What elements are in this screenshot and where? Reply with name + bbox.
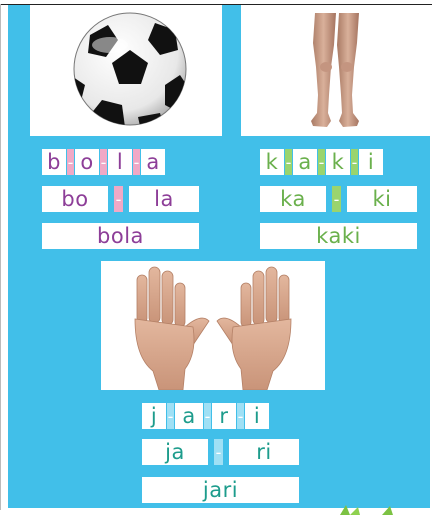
separator: - — [114, 186, 123, 212]
separator: - — [318, 149, 325, 175]
syllable-tile: ja — [142, 439, 208, 465]
letter-tile: k — [260, 149, 284, 175]
separator: - — [285, 149, 292, 175]
soccer-ball-icon — [30, 5, 222, 136]
syllable-tile: ri — [229, 439, 299, 465]
letter-tile: a — [293, 149, 317, 175]
separator: - — [67, 149, 74, 175]
syllable-tile: bo — [42, 186, 108, 212]
separator: - — [237, 403, 244, 429]
letter-tile: l — [108, 149, 132, 175]
bola-word-tile: bola — [42, 223, 199, 249]
separator: - — [214, 439, 223, 465]
letter-tile: k — [326, 149, 350, 175]
hands-icon — [101, 261, 325, 390]
separator: - — [167, 403, 174, 429]
separator: - — [204, 403, 211, 429]
letter-tile: a — [175, 403, 203, 429]
letter-tile: r — [212, 403, 236, 429]
bola-image — [30, 5, 222, 136]
kaki-image — [241, 5, 430, 136]
syllable-tile: ki — [347, 186, 417, 212]
syllable-tile: ka — [260, 186, 326, 212]
letter-tile: a — [141, 149, 165, 175]
separator: - — [351, 149, 358, 175]
letter-tile: o — [75, 149, 99, 175]
separator: - — [100, 149, 107, 175]
legs-icon — [241, 5, 430, 136]
jari-word-tile: jari — [142, 477, 299, 503]
kaki-word-tile: kaki — [260, 223, 417, 249]
letter-tile: i — [359, 149, 383, 175]
letter-tile: j — [142, 403, 166, 429]
left-border-line — [0, 4, 1, 510]
syllable-tile: la — [129, 186, 199, 212]
separator: - — [133, 149, 140, 175]
jari-image — [101, 261, 325, 390]
word-card-board — [8, 5, 430, 508]
letter-tile: b — [42, 149, 66, 175]
letter-tile: i — [245, 403, 269, 429]
separator: - — [332, 186, 341, 212]
